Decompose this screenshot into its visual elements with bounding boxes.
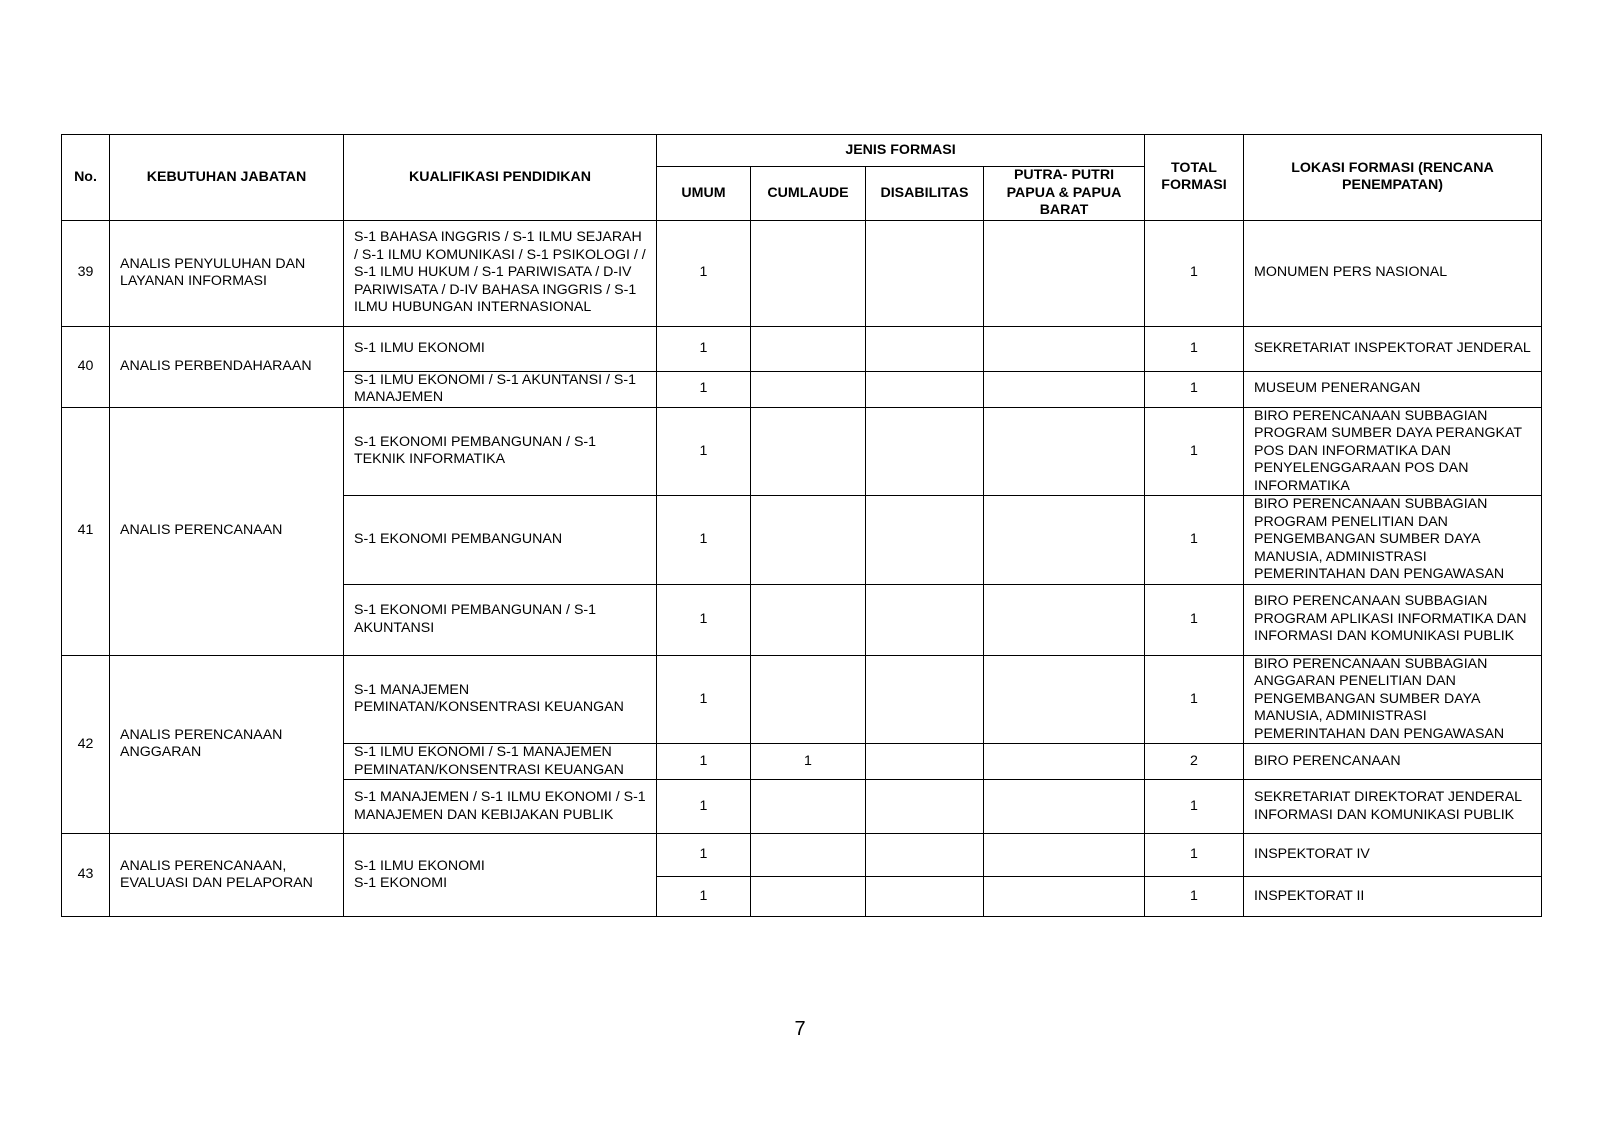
formasi-umum: 1 xyxy=(657,496,751,585)
lokasi-formasi: BIRO PERENCANAAN SUBBAGIAN PROGRAM APLIKASI INFORMATIKA DAN INFORMASI DAN KOMUNIKASI PUBLIK xyxy=(1244,584,1542,655)
kualifikasi-pendidikan: S-1 EKONOMI PEMBANGUNAN / S-1 TEKNIK INFORMATIKA xyxy=(344,407,657,496)
formasi-umum: 1 xyxy=(657,744,751,780)
header-kebutuhan-jabatan: KEBUTUHAN JABATAN xyxy=(110,135,344,221)
table-row xyxy=(62,834,1542,877)
total-formasi: 1 xyxy=(1145,584,1244,655)
formasi-umum: 1 xyxy=(657,655,751,744)
lokasi-formasi: MUSEUM PENERANGAN xyxy=(1244,371,1542,407)
formasi-papua xyxy=(984,744,1145,780)
formasi-papua xyxy=(984,220,1145,326)
total-formasi: 1 xyxy=(1145,655,1244,744)
formasi-disabilitas xyxy=(866,407,984,496)
row-number: 39 xyxy=(62,220,110,326)
table-row xyxy=(62,407,1542,496)
formasi-disabilitas xyxy=(866,326,984,371)
kebutuhan-jabatan: ANALIS PENYULUHAN DAN LAYANAN INFORMASI xyxy=(110,220,344,326)
table-row xyxy=(62,220,1542,326)
formasi-papua xyxy=(984,780,1145,834)
lokasi-formasi: INSPEKTORAT IV xyxy=(1244,834,1542,877)
header-total-formasi: TOTAL FORMASI xyxy=(1145,135,1244,221)
total-formasi: 1 xyxy=(1145,220,1244,326)
row-number: 42 xyxy=(62,655,110,834)
page-number: 7 xyxy=(794,1018,806,1040)
table-body xyxy=(62,220,1542,917)
lokasi-formasi: INSPEKTORAT II xyxy=(1244,877,1542,917)
kebutuhan-jabatan: ANALIS PERENCANAAN ANGGARAN xyxy=(110,655,344,834)
lokasi-formasi: MONUMEN PERS NASIONAL xyxy=(1244,220,1542,326)
table-row xyxy=(62,326,1542,371)
formasi-papua xyxy=(984,877,1145,917)
formasi-cumlaude xyxy=(751,326,866,371)
header-kualifikasi-pendidikan: KUALIFIKASI PENDIDIKAN xyxy=(344,135,657,221)
formasi-papua xyxy=(984,371,1145,407)
formasi-cumlaude xyxy=(751,220,866,326)
kebutuhan-jabatan: ANALIS PERENCANAAN xyxy=(110,407,344,655)
formasi-papua xyxy=(984,407,1145,496)
kualifikasi-pendidikan: S-1 ILMU EKONOMI / S-1 MANAJEMEN PEMINATAN/KONSENTRASI KEUANGAN xyxy=(344,744,657,780)
lokasi-formasi: BIRO PERENCANAAN xyxy=(1244,744,1542,780)
formasi-disabilitas xyxy=(866,655,984,744)
lokasi-formasi: BIRO PERENCANAAN SUBBAGIAN PROGRAM PENELITIAN DAN PENGEMBANGAN SUMBER DAYA MANUSIA, ADMINISTRASI PEMERINTAHAN DAN PENGAWASAN xyxy=(1244,496,1542,585)
formasi-cumlaude xyxy=(751,780,866,834)
formasi-umum: 1 xyxy=(657,220,751,326)
formasi-umum: 1 xyxy=(657,326,751,371)
total-formasi: 1 xyxy=(1145,326,1244,371)
kualifikasi-pendidikan: S-1 EKONOMI PEMBANGUNAN / S-1 AKUNTANSI xyxy=(344,584,657,655)
lokasi-formasi: BIRO PERENCANAAN SUBBAGIAN ANGGARAN PENELITIAN DAN PENGEMBANGAN SUMBER DAYA MANUSIA, ADMINISTRASI PEMERINTAHAN DAN PENGAWASAN xyxy=(1244,655,1542,744)
kualifikasi-pendidikan: S-1 MANAJEMEN PEMINATAN/KONSENTRASI KEUANGAN xyxy=(344,655,657,744)
formasi-umum: 1 xyxy=(657,407,751,496)
formasi-cumlaude: 1 xyxy=(751,744,866,780)
total-formasi: 1 xyxy=(1145,877,1244,917)
kebutuhan-jabatan: ANALIS PERENCANAAN, EVALUASI DAN PELAPORAN xyxy=(110,834,344,917)
total-formasi: 1 xyxy=(1145,834,1244,877)
formasi-table xyxy=(61,134,1542,917)
formasi-cumlaude xyxy=(751,655,866,744)
formasi-umum: 1 xyxy=(657,834,751,877)
kebutuhan-jabatan: ANALIS PERBENDAHARAAN xyxy=(110,326,344,407)
formasi-papua xyxy=(984,834,1145,877)
total-formasi: 1 xyxy=(1145,496,1244,585)
table-row xyxy=(62,655,1542,744)
formasi-umum: 1 xyxy=(657,780,751,834)
formasi-disabilitas xyxy=(866,834,984,877)
formasi-cumlaude xyxy=(751,584,866,655)
kualifikasi-pendidikan: S-1 ILMU EKONOMI / S-1 AKUNTANSI / S-1 MANAJEMEN xyxy=(344,371,657,407)
formasi-disabilitas xyxy=(866,371,984,407)
total-formasi: 2 xyxy=(1145,744,1244,780)
header-cumlaude: CUMLAUDE xyxy=(751,167,866,221)
row-number: 43 xyxy=(62,834,110,917)
lokasi-formasi: SEKRETARIAT DIREKTORAT JENDERAL INFORMASI DAN KOMUNIKASI PUBLIK xyxy=(1244,780,1542,834)
header-no: No. xyxy=(62,135,110,221)
kualifikasi-pendidikan: S-1 MANAJEMEN / S-1 ILMU EKONOMI / S-1 MANAJEMEN DAN KEBIJAKAN PUBLIK xyxy=(344,780,657,834)
table-header xyxy=(62,135,1542,221)
formasi-disabilitas xyxy=(866,496,984,585)
header-putra-putri-papua: PUTRA- PUTRI PAPUA & PAPUA BARAT xyxy=(984,167,1145,221)
row-number: 40 xyxy=(62,326,110,407)
total-formasi: 1 xyxy=(1145,371,1244,407)
row-number: 41 xyxy=(62,407,110,655)
kualifikasi-pendidikan: S-1 BAHASA INGGRIS / S-1 ILMU SEJARAH / S-1 ILMU KOMUNIKASI / S-1 PSIKOLOGI / / S-1 ILMU HUKUM / S-1 PARIWISATA / D-IV PARIWISATA / D-IV BAHASA INGGRIS / S-1 ILMU HUBUNGAN INTERNASIONAL xyxy=(344,220,657,326)
formasi-disabilitas xyxy=(866,877,984,917)
total-formasi: 1 xyxy=(1145,780,1244,834)
lokasi-formasi: BIRO PERENCANAAN SUBBAGIAN PROGRAM SUMBER DAYA PERANGKAT POS DAN INFORMATIKA DAN PENYELENGGARAAN POS DAN INFORMATIKA xyxy=(1244,407,1542,496)
formasi-cumlaude xyxy=(751,834,866,877)
total-formasi: 1 xyxy=(1145,407,1244,496)
formasi-disabilitas xyxy=(866,744,984,780)
header-disabilitas: DISABILITAS xyxy=(866,167,984,221)
kualifikasi-pendidikan: S-1 ILMU EKONOMI xyxy=(344,326,657,371)
formasi-papua xyxy=(984,496,1145,585)
lokasi-formasi: SEKRETARIAT INSPEKTORAT JENDERAL xyxy=(1244,326,1542,371)
formasi-cumlaude xyxy=(751,407,866,496)
formasi-umum: 1 xyxy=(657,877,751,917)
formasi-cumlaude xyxy=(751,496,866,585)
formasi-papua xyxy=(984,326,1145,371)
formasi-papua xyxy=(984,584,1145,655)
header-umum: UMUM xyxy=(657,167,751,221)
kualifikasi-pendidikan: S-1 EKONOMI PEMBANGUNAN xyxy=(344,496,657,585)
formasi-umum: 1 xyxy=(657,371,751,407)
formasi-disabilitas xyxy=(866,584,984,655)
formasi-cumlaude xyxy=(751,877,866,917)
header-lokasi-formasi: LOKASI FORMASI (RENCANA PENEMPATAN) xyxy=(1244,135,1542,221)
formasi-papua xyxy=(984,655,1145,744)
formasi-cumlaude xyxy=(751,371,866,407)
formasi-disabilitas xyxy=(866,220,984,326)
kualifikasi-pendidikan: S-1 ILMU EKONOMI S-1 EKONOMI xyxy=(344,834,657,917)
formasi-umum: 1 xyxy=(657,584,751,655)
header-jenis-formasi: JENIS FORMASI xyxy=(657,135,1145,167)
formasi-disabilitas xyxy=(866,780,984,834)
